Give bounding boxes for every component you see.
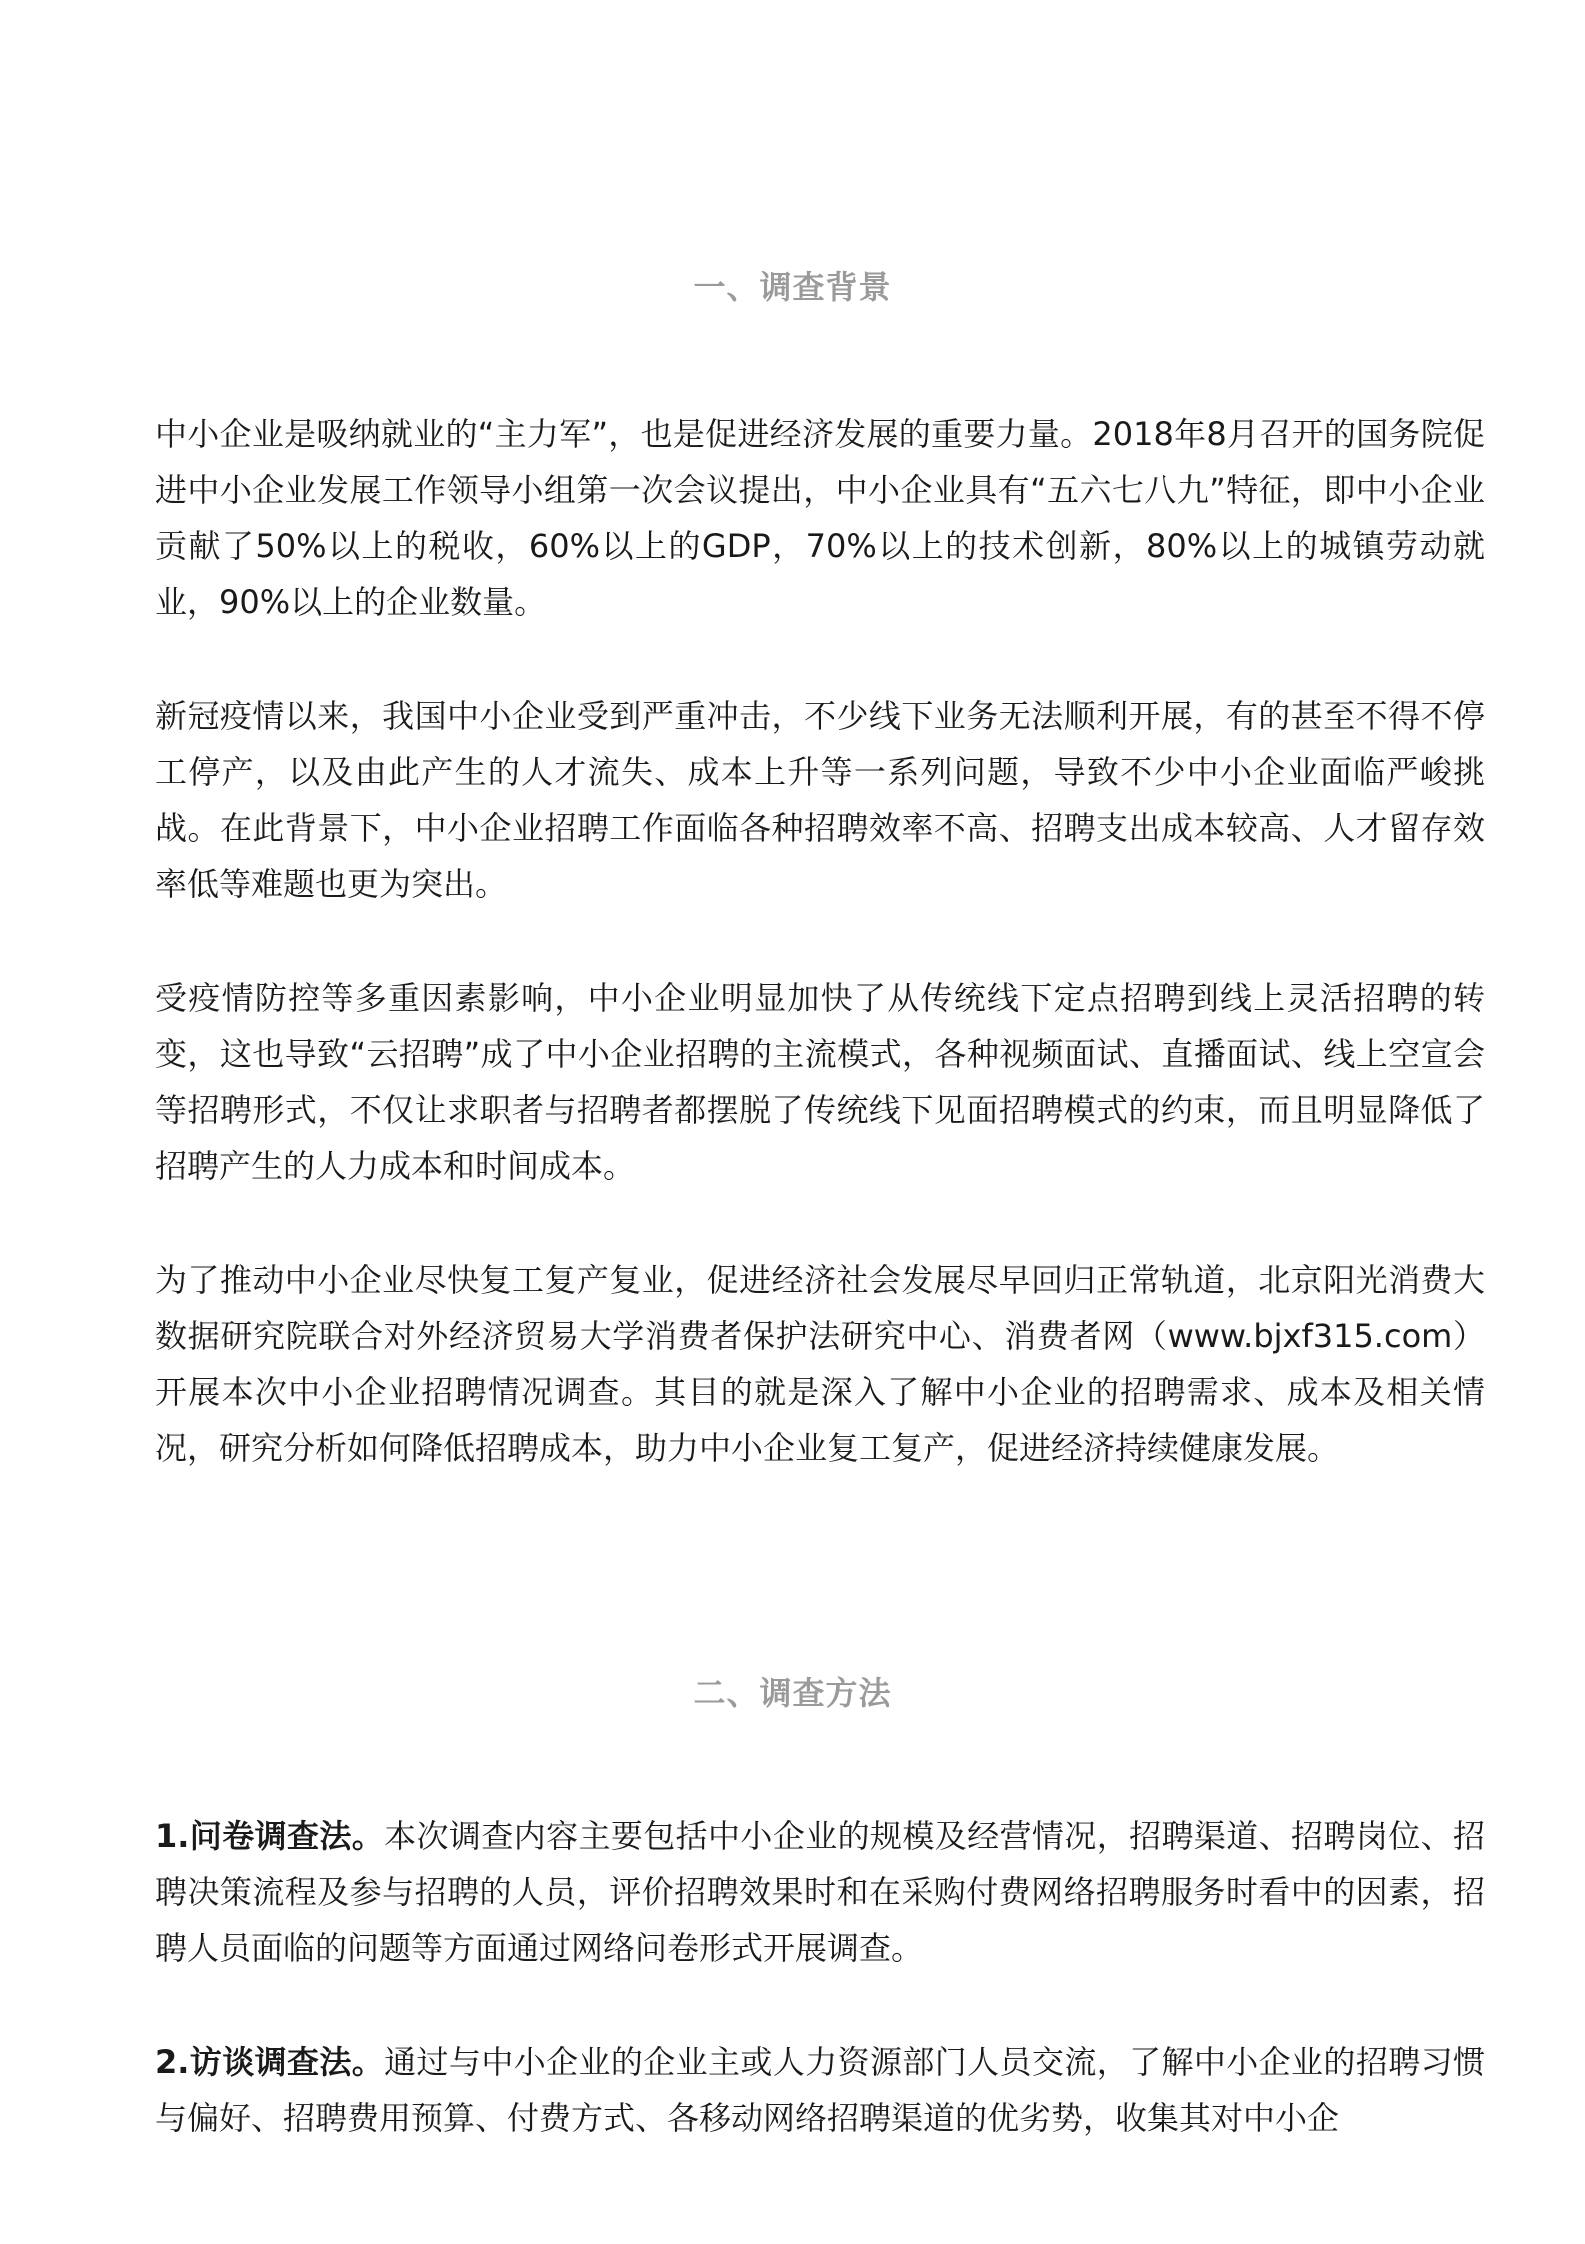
paragraph-survey-purpose: 为了推动中小企业尽快复工复产复业，促进经济社会发展尽早回归正常轨道，北京阳光消费大数据研究院联合对外经济贸易大学消费者保护法研究中心、消费者网（www.bjxf315.com）开展本次中小企业招聘情况调查。其目的就是深入了解中小企业的招聘需求、成本及相关情况，研究分析如何降低招聘成本，助力中小企业复工复产，促进经济持续健康发展。 xyxy=(155,1261,1485,1467)
section-title-survey-background: 一、调查背景 xyxy=(693,268,892,306)
paragraph-covid-impact: 新冠疫情以来，我国中小企业受到严重冲击，不少线下业务无法顺利开展，有的甚至不得不停工停产，以及由此产生的人才流失、成本上升等一系列问题，导致不少中小企业面临严峻挑战。在此背景下，中小企业招聘工作面临各种招聘效率不高、招聘支出成本较高、人才留存效率低等难题也更为突出。 xyxy=(155,697,1485,903)
method-text-interview: 通过与中小企业的企业主或人力资源部门人员交流，了解中小企业的招聘习惯与偏好、招聘费用预算、付费方式、各移动网络招聘渠道的优劣势，收集其对中小企 xyxy=(155,2043,1485,2137)
paragraph-interview-method xyxy=(155,2034,1485,2146)
paragraph-questionnaire-method xyxy=(155,1808,1485,1976)
method-lead-interview: 2.访谈调查法。 xyxy=(155,2043,385,2081)
method-lead-questionnaire: 1.问卷调查法。 xyxy=(155,1817,385,1855)
paragraph-cloud-recruiting: 受疫情防控等多重因素影响，中小企业明显加快了从传统线下定点招聘到线上灵活招聘的转变，这也导致“云招聘”成了中小企业招聘的主流模式，各种视频面试、直播面试、线上空宣会等招聘形式，不仅让求职者与招聘者都摆脱了传统线下见面招聘模式的约束，而且明显降低了招聘产生的人力成本和时间成本。 xyxy=(155,979,1485,1185)
section-title-survey-method: 二、调查方法 xyxy=(693,1674,892,1712)
method-text-questionnaire: 本次调查内容主要包括中小企业的规模及经营情况，招聘渠道、招聘岗位、招聘决策流程及参与招聘的人员，评价招聘效果时和在采购付费网络招聘服务时看中的因素，招聘人员面临的问题等方面通过网络问卷形式开展调查。 xyxy=(155,1817,1485,1967)
paragraph-sme-importance: 中小企业是吸纳就业的“主力军”，也是促进经济发展的重要力量。2018年8月召开的国务院促进中小企业发展工作领导小组第一次会议提出，中小企业具有“五六七八九”特征，即中小企业贡献了50%以上的税收，60%以上的GDP，70%以上的技术创新，80%以上的城镇劳动就业，90%以上的企业数量。 xyxy=(155,415,1485,621)
